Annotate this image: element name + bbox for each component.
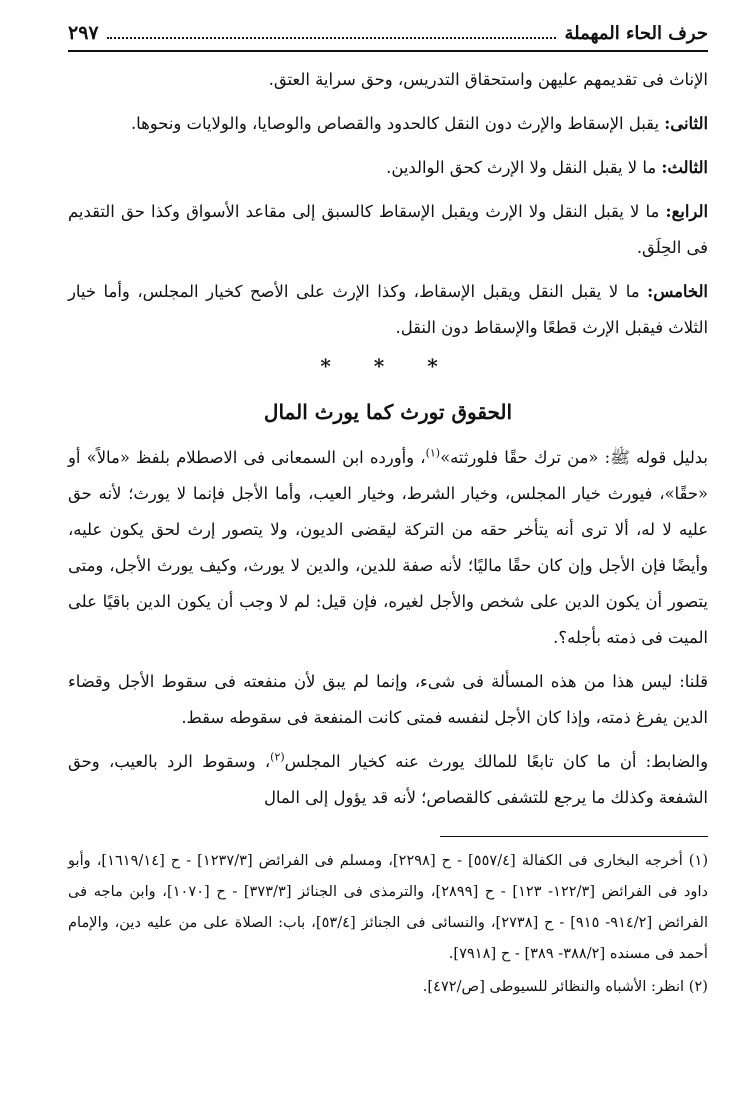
body-paragraph-1 <box>68 440 708 656</box>
para3-text-a: والضابط: أن ما كان تابعًا للمالك يورث عنه كخيار المجلس <box>284 752 708 771</box>
item-fifth-text: ما لا يقبل النقل ويقبل الإسقاط، وكذا الإرث على الأصح كخيار المجلس، وأما خيار الثلاث فيقبل الإرث قطعًا والإسقاط دون النقل. <box>68 282 708 337</box>
para1-text-a: بدليل قوله ﷺ: «من ترك حقًا فلورثته» <box>440 448 708 467</box>
footnote-2: (٢) انظر: الأشباه والنظائر للسيوطى [ص/٤٧٢]. <box>422 978 708 995</box>
item-third <box>68 150 708 186</box>
intro-paragraph: الإناث فى تقديمهم عليهن واستحقاق التدريس، وحق سراية العتق. <box>268 70 708 89</box>
footnote-divider <box>440 836 708 837</box>
item-third-text: ما لا يقبل النقل ولا الإرث كحق الوالدين. <box>386 158 662 177</box>
item-second-text: يقبل الإسقاط والإرث دون النقل كالحدود والقصاص والوصايا، والولايات ونحوها. <box>130 114 665 133</box>
chapter-title: حرف الحاء المهملة <box>564 23 708 44</box>
item-second-lead: الثانى: <box>664 114 708 133</box>
item-second <box>68 106 708 142</box>
footnote-1: (١) أخرجه البخارى فى الكفالة [٥٥٧/٤] - ح [٢٢٩٨]، ومسلم فى الفرائض [١٢٣٧/٣] - ح [١٦١٩/١٤]، وأبو داود فى الفرائض [١٢٢/٣- ١٢٣] - ح [٢٨٩٩]، والترمذى فى الجنائز [٣٧٣/٣] - ح [١٠٧٠]، وابن ماجه فى الفرائض [٩١٤/٢- ٩١٥] - ح [٢٧٣٨]، والنسائى فى الجنائز [٥٣/٤]، باب: الصلاة على من عليه دين، والإمام أحمد فى مسنده [٣٨٨/٢- ٣٨٩] - ح [٧٩١٨]. <box>68 852 709 962</box>
page-number: ٢٩٧ <box>68 22 99 44</box>
item-fifth-lead: الخامس: <box>647 282 708 301</box>
item-fourth-text: ما لا يقبل النقل ولا الإرث ويقبل الإسقاط كالسبق إلى مقاعد الأسواق وكذا حق التقديم فى الحِلَق. <box>68 202 708 257</box>
footnote-ref-2[interactable]: (٢) <box>270 750 285 764</box>
book-page <box>68 22 708 1002</box>
para3-text-b: ، وسقوط الرد بالعيب، وحق الشفعة وكذلك ما يرجع للتشفى كالقصاص؛ لأنه قد يؤول إلى المال <box>68 752 708 807</box>
item-fourth-lead: الرابع: <box>665 202 708 221</box>
body-paragraph-3 <box>68 744 708 816</box>
body-paragraph-2: قلنا: ليس هذا من هذه المسألة فى شىء، وإنما لم يبق لأن منفعته فى سقوط الأجل وقضاء الدين يفرغ ذمته، وإذا كان الأجل لنفسه فمتى كانت المنفعة فى سقوطه سقط. <box>68 672 708 727</box>
footnote-ref-1[interactable]: (١) <box>425 446 441 460</box>
running-header <box>68 22 708 52</box>
para1-text-b: ، وأورده ابن السمعانى فى الاصطلام بلفظ «مالاً» أو «حقًا»، فيورث خيار المجلس، وخيار الشرط، وخيار العيب، وأما الأجل فإنما لا يورث؛ لأنه حق عليه لا له، ألا ترى أنه يتأخر حقه من التركة ليقضى الديون، ولا يتصور إرث لحق يكون عليه، وأيضًا فإن الأجل وإن كان حقًا ماليًا؛ لأنه صفة للدين، والدين لا يورث، وكيف يورث الأجل، ومتى يتصور أن يكون الدين على شخص والأجل لغيره، فإن قيل: لم لا وجب أن يكون الدين باقيًا على الميت فى ذمته بأجله؟. <box>68 448 708 647</box>
header-dot-leader <box>107 37 557 39</box>
item-third-lead: الثالث: <box>661 158 708 177</box>
item-fifth <box>68 274 708 346</box>
item-fourth <box>68 194 708 266</box>
section-heading: الحقوق تورث كما يورث المال <box>263 400 513 424</box>
section-separator-stars: * * * <box>320 354 456 378</box>
